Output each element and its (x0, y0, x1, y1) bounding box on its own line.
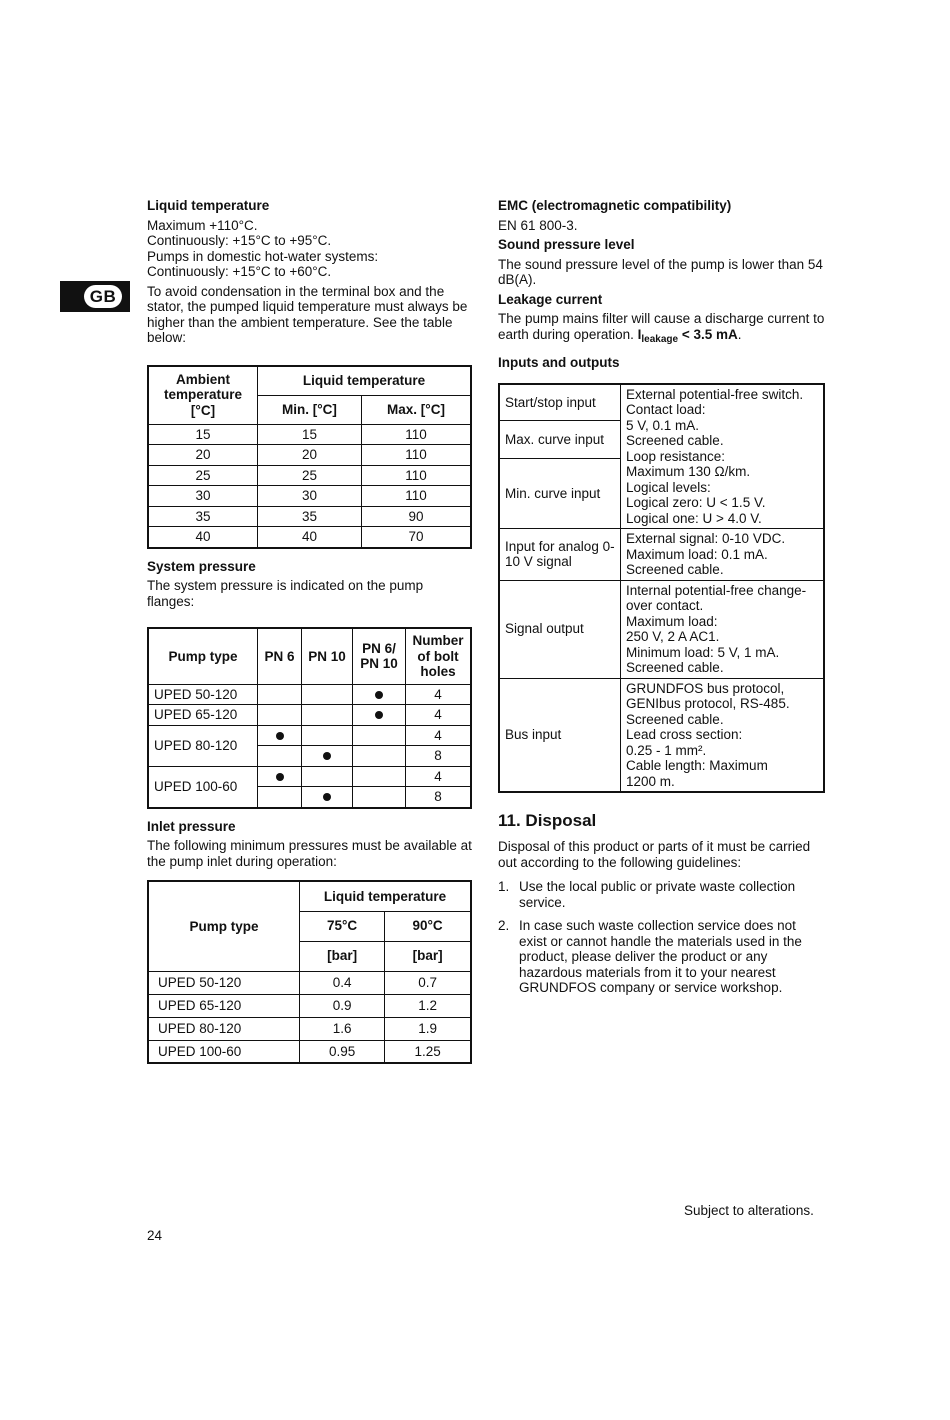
cell-mark (353, 705, 406, 726)
left-column (147, 198, 472, 1064)
leakage-heading: Leakage current (498, 291, 603, 307)
cell-empty (302, 725, 353, 746)
table-row (148, 465, 471, 486)
table-row (148, 684, 471, 705)
text-line: Screened cable. (626, 660, 724, 675)
text-line: Screened cable. (626, 711, 724, 727)
list-text: Use the local public or private waste collection service. (519, 879, 796, 910)
leakage-paragraph (498, 311, 825, 347)
list-number: 1. (498, 879, 510, 894)
bullet-dot-icon (375, 691, 383, 699)
cell: 40 (258, 527, 362, 548)
text-line: Maximum load: (626, 613, 718, 629)
cell-pump: UPED 100-60 (148, 766, 258, 808)
cell-empty (302, 705, 353, 726)
text-line: Minimum load: 5 V, 1 mA. (626, 644, 780, 660)
cell-empty (258, 787, 302, 808)
table-row (148, 486, 471, 507)
text-line: Pumps in domestic hot-water systems: (147, 248, 379, 264)
text-line: Logical zero: U < 1.5 V. (626, 495, 766, 510)
th-liquid: Liquid temperature (258, 366, 472, 396)
text-line: 250 V, 2 A AC1. (626, 629, 720, 644)
text-line: Logical one: U > 4.0 V. (626, 510, 762, 526)
io-heading: Inputs and outputs (498, 355, 620, 370)
cell: 1.25 (385, 1040, 471, 1063)
cell: 110 (361, 445, 471, 466)
cell-pump: UPED 65-120 (148, 705, 258, 726)
cell-empty (353, 746, 406, 767)
table-row (148, 445, 471, 466)
text-line: External potential-free switch. (626, 386, 804, 402)
cell: 20 (258, 445, 362, 466)
bullet-dot-icon (375, 711, 383, 719)
text-line: 0.25 - 1 mm². (626, 742, 707, 758)
th-bar: [bar] (300, 941, 385, 971)
inlet-pressure-table (147, 880, 472, 1064)
table-row (148, 705, 471, 726)
condensation-paragraph: To avoid condensation in the terminal box and the stator, the pumped liquid temperature must always be higher than the ambient temperature. See the table below: (147, 283, 468, 345)
cell-desc (621, 678, 825, 792)
cell: 35 (258, 506, 362, 527)
list-text: In case such waste collection service does not exist or cannot handle the materials used in the product, please deliver the product or any hazardous materials from it to your nearest GRUNDFOS company or service workshop. (519, 918, 802, 995)
cell: 0.7 (385, 971, 471, 994)
cell-mark (258, 725, 302, 746)
list-item (498, 879, 825, 910)
text-line: Continuously: +15°C to +60°C. (147, 264, 332, 279)
cell-holes: 8 (406, 746, 472, 767)
leakage-text: The pump mains filter will cause a discharge current to earth during operation. (498, 311, 825, 342)
cell-label: Max. curve input (499, 421, 621, 458)
table-row (148, 725, 471, 746)
inlet-pressure-heading: Inlet pressure (147, 818, 236, 834)
text-line: External signal: 0-10 VDC. (626, 531, 786, 546)
table-row (499, 529, 824, 581)
cell-mark (302, 787, 353, 808)
text-line: 5 V, 0.1 mA. (626, 417, 700, 433)
text-line: Screened cable. (626, 433, 724, 448)
table-row (148, 1040, 471, 1063)
cell-mark (302, 746, 353, 767)
cell: 1.2 (385, 994, 471, 1017)
cell: 25 (148, 465, 258, 486)
th-ambient: Ambient temperature [°C] (148, 366, 258, 425)
cell: 0.4 (300, 971, 385, 994)
cell-empty (258, 684, 302, 705)
cell-mark (353, 684, 406, 705)
table-row (148, 766, 471, 787)
th-pn6: PN 6 (258, 628, 302, 684)
text-line: Loop resistance: (626, 448, 726, 464)
table-row (499, 580, 824, 678)
cell-empty (302, 684, 353, 705)
cell-desc (621, 384, 825, 529)
cell: UPED 65-120 (148, 994, 300, 1017)
text-line: Lead cross section: (626, 727, 743, 742)
cell: 0.9 (300, 994, 385, 1017)
th-pump-type: Pump type (148, 628, 258, 684)
th-pump-type: Pump type (148, 881, 300, 971)
list-item (498, 918, 825, 996)
th-bolt-holes: Number of bolt holes (406, 628, 472, 684)
right-column (498, 198, 825, 1004)
cell-empty (353, 725, 406, 746)
th-min: Min. [°C] (258, 395, 362, 424)
text-line: GRUNDFOS bus protocol, GENIbus protocol, RS-485. (626, 680, 790, 711)
cell-holes: 4 (406, 705, 472, 726)
cell-label: Signal output (499, 580, 621, 678)
table-row (499, 384, 824, 421)
cell: 15 (148, 424, 258, 445)
cell: 20 (148, 445, 258, 466)
table-row (148, 1017, 471, 1040)
text-line: Cable length: Maximum (626, 758, 768, 773)
th-pn6-pn10: PN 6/ PN 10 (353, 628, 406, 684)
cell: UPED 80-120 (148, 1017, 300, 1040)
cell-desc (621, 580, 825, 678)
cell-label: Bus input (499, 678, 621, 792)
table-row (148, 527, 471, 548)
cell-holes: 4 (406, 725, 472, 746)
cell-mark (258, 766, 302, 787)
cell-empty (353, 787, 406, 808)
cell-pump: UPED 80-120 (148, 725, 258, 766)
cell-pump: UPED 50-120 (148, 684, 258, 705)
text-line: Maximum 130 Ω/km. (626, 464, 751, 479)
io-table (498, 383, 825, 794)
cell: 110 (361, 486, 471, 507)
formula-symbol: I (637, 326, 642, 342)
language-badge: GB (84, 285, 122, 308)
cell: 90 (361, 506, 471, 527)
cell-empty (302, 766, 353, 787)
cell: 0.95 (300, 1040, 385, 1063)
th-pn10: PN 10 (302, 628, 353, 684)
cell: 15 (258, 424, 362, 445)
th-90: 90°C (385, 911, 471, 941)
text-line: Continuously: +15°C to +95°C. (147, 233, 332, 248)
th-75: 75°C (300, 911, 385, 941)
cell: 40 (148, 527, 258, 548)
emc-text: EN 61 800-3. (498, 217, 578, 233)
disposal-intro: Disposal of this product or parts of it must be carried out according to the following guidelines: (498, 839, 811, 870)
cell-empty (353, 766, 406, 787)
table-row (148, 971, 471, 994)
cell-empty (258, 705, 302, 726)
cell: 110 (361, 424, 471, 445)
cell: 25 (258, 465, 362, 486)
system-pressure-heading: System pressure (147, 558, 256, 574)
cell-holes: 8 (406, 787, 472, 808)
text-line: Contact load: (626, 402, 706, 417)
cell-empty (258, 746, 302, 767)
page-number: 24 (147, 1228, 163, 1243)
disposal-title: 11. Disposal (498, 811, 597, 830)
emc-heading: EMC (electromagnetic compatibility) (498, 198, 732, 213)
cell-desc (621, 529, 825, 581)
formula-end: . (737, 326, 742, 342)
table-row (148, 994, 471, 1017)
inlet-pressure-paragraph: The following minimum pressures must be available at the pump inlet during operation: (147, 838, 472, 869)
bullet-dot-icon (323, 752, 331, 760)
formula-subscript: leakage (641, 333, 679, 345)
bullet-dot-icon (276, 732, 284, 740)
text-line: Maximum +110°C. (147, 217, 258, 233)
cell: 30 (258, 486, 362, 507)
cell: 70 (361, 527, 471, 548)
cell-label: Start/stop input (499, 384, 621, 421)
text-line: Maximum load: 0.1 mA. (626, 546, 768, 562)
cell: 35 (148, 506, 258, 527)
cell: 30 (148, 486, 258, 507)
cell: 110 (361, 465, 471, 486)
table-row (148, 506, 471, 527)
cell: 1.9 (385, 1017, 471, 1040)
temperature-table (147, 365, 472, 549)
table-row (499, 678, 824, 792)
text-line: 1200 m. (626, 773, 675, 789)
system-pressure-paragraph: The system pressure is indicated on the pump flanges: (147, 578, 424, 609)
cell: 1.6 (300, 1017, 385, 1040)
text-line: Screened cable. (626, 562, 724, 577)
liquid-temperature-heading: Liquid temperature (147, 198, 270, 213)
text-line: Logical levels: (626, 479, 711, 495)
pressure-table (147, 627, 472, 809)
table-row (148, 424, 471, 445)
text-line: Internal potential-free change-over contact. (626, 582, 807, 613)
cell: UPED 100-60 (148, 1040, 300, 1063)
sound-heading: Sound pressure level (498, 237, 635, 252)
footer-note: Subject to alterations. (684, 1203, 814, 1218)
language-tab (60, 281, 130, 312)
cell-holes: 4 (406, 766, 472, 787)
th-max: Max. [°C] (361, 395, 471, 424)
liquid-temperature-lines (147, 218, 472, 280)
leakage-formula (637, 326, 738, 345)
disposal-list (498, 879, 825, 996)
cell-holes: 4 (406, 684, 472, 705)
formula-value: < 3.5 mA (678, 326, 738, 342)
list-number: 2. (498, 918, 510, 933)
cell: UPED 50-120 (148, 971, 300, 994)
th-bar: [bar] (385, 941, 471, 971)
cell-label: Input for analog 0-10 V signal (499, 529, 621, 581)
bullet-dot-icon (276, 773, 284, 781)
bullet-dot-icon (323, 793, 331, 801)
th-liquid: Liquid temperature (300, 881, 472, 911)
cell-label: Min. curve input (499, 458, 621, 528)
sound-text: The sound pressure level of the pump is lower than 54 dB(A). (498, 256, 823, 287)
